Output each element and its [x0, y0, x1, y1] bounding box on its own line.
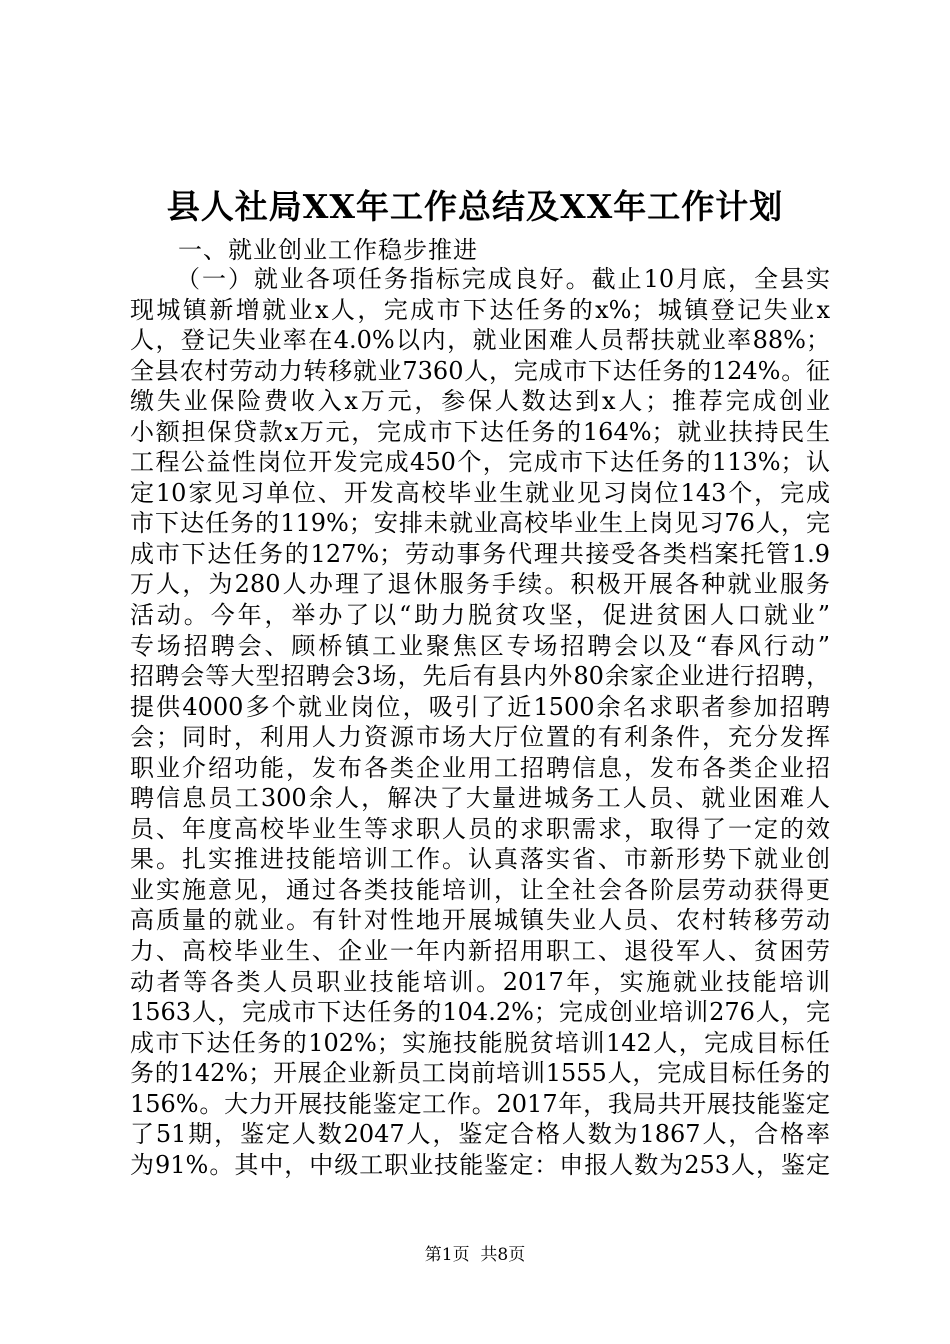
body-line: 高质量的就业。有针对性地开展城镇失业人员、农村转移劳动: [130, 906, 830, 935]
body-line: 为91%。其中，中级工职业技能鉴定：申报人数为253人，鉴定: [130, 1150, 830, 1179]
body-line: 现城镇新增就业x人，完成市下达任务的x%；城镇登记失业x: [130, 295, 830, 324]
body-line: 招聘会等大型招聘会3场，先后有县内外80余家企业进行招聘，: [130, 662, 830, 691]
section-heading: 一、就业创业工作稳步推进: [178, 236, 478, 264]
body-line: 活动。今年，举办了以“助力脱贫攻坚，促进贫困人口就业”: [130, 601, 830, 630]
body-line: 缴失业保险费收入x万元，参保人数达到x人；推荐完成创业: [130, 387, 830, 416]
body-line: 市下达任务的119%；安排未就业高校毕业生上岗见习76人，完: [130, 509, 830, 538]
body-line: 职业介绍功能，发布各类企业用工招聘信息，发布各类企业招: [130, 753, 830, 782]
body-line: 果。扎实推进技能培训工作。认真落实省、市新形势下就业创: [130, 845, 830, 874]
body-line: 小额担保贷款x万元，完成市下达任务的164%；就业扶持民生: [130, 417, 830, 446]
body-line: 工程公益性岗位开发完成450个，完成市下达任务的113%；认: [130, 448, 830, 477]
body-line: 定10家见习单位、开发高校毕业生就业见习岗位143个，完成: [130, 478, 830, 507]
body-line: 专场招聘会、顾桥镇工业聚焦区专场招聘会以及“春风行动”: [130, 631, 830, 660]
body-line: 1563人，完成市下达任务的104.2%；完成创业培训276人，完: [130, 998, 830, 1027]
body-line: 万人，为280人办理了退休服务手续。积极开展各种就业服务: [130, 570, 830, 599]
body-line: 会；同时，利用人力资源市场大厅位置的有利条件，充分发挥: [130, 723, 830, 752]
body-line: 务的142%；开展企业新员工岗前培训1555人，完成目标任务的: [130, 1059, 830, 1088]
body-line: 动者等各类人员职业技能培训。2017年，实施就业技能培训: [130, 967, 830, 996]
body-line: 员、年度高校毕业生等求职人员的求职需求，取得了一定的效: [130, 814, 830, 843]
body-line: 156%。大力开展技能鉴定工作。2017年，我局共开展技能鉴定: [130, 1089, 830, 1118]
body-line: 业实施意见，通过各类技能培训，让全社会各阶层劳动获得更: [130, 875, 830, 904]
body-line: 力、高校毕业生、企业一年内新招用职工、退役军人、贫困劳: [130, 937, 830, 966]
body-line: 成市下达任务的102%；实施技能脱贫培训142人，完成目标任: [130, 1028, 830, 1057]
body-line: （一）就业各项任务指标完成良好。截止10月底，全县实: [176, 265, 830, 293]
body-line: 提供4000多个就业岗位，吸引了近1500余名求职者参加招聘: [130, 692, 830, 721]
page-footer: 第1页 共8页: [424, 1245, 526, 1265]
document-title: 县人社局XX年工作总结及XX年工作计划: [166, 187, 784, 226]
body-paragraph: [130, 264, 830, 1180]
body-line: 全县农村劳动力转移就业7360人，完成市下达任务的124%。征: [130, 356, 830, 385]
body-line: 了51期，鉴定人数2047人，鉴定合格人数为1867人，合格率: [130, 1120, 830, 1149]
body-line: 人，登记失业率在4.0%以内，就业困难人员帮扶就业率88%；: [130, 326, 830, 355]
body-line: 聘信息员工300余人，解决了大量进城务工人员、就业困难人: [130, 784, 830, 813]
body-line: 成市下达任务的127%；劳动事务代理共接受各类档案托管1.9: [130, 539, 830, 568]
